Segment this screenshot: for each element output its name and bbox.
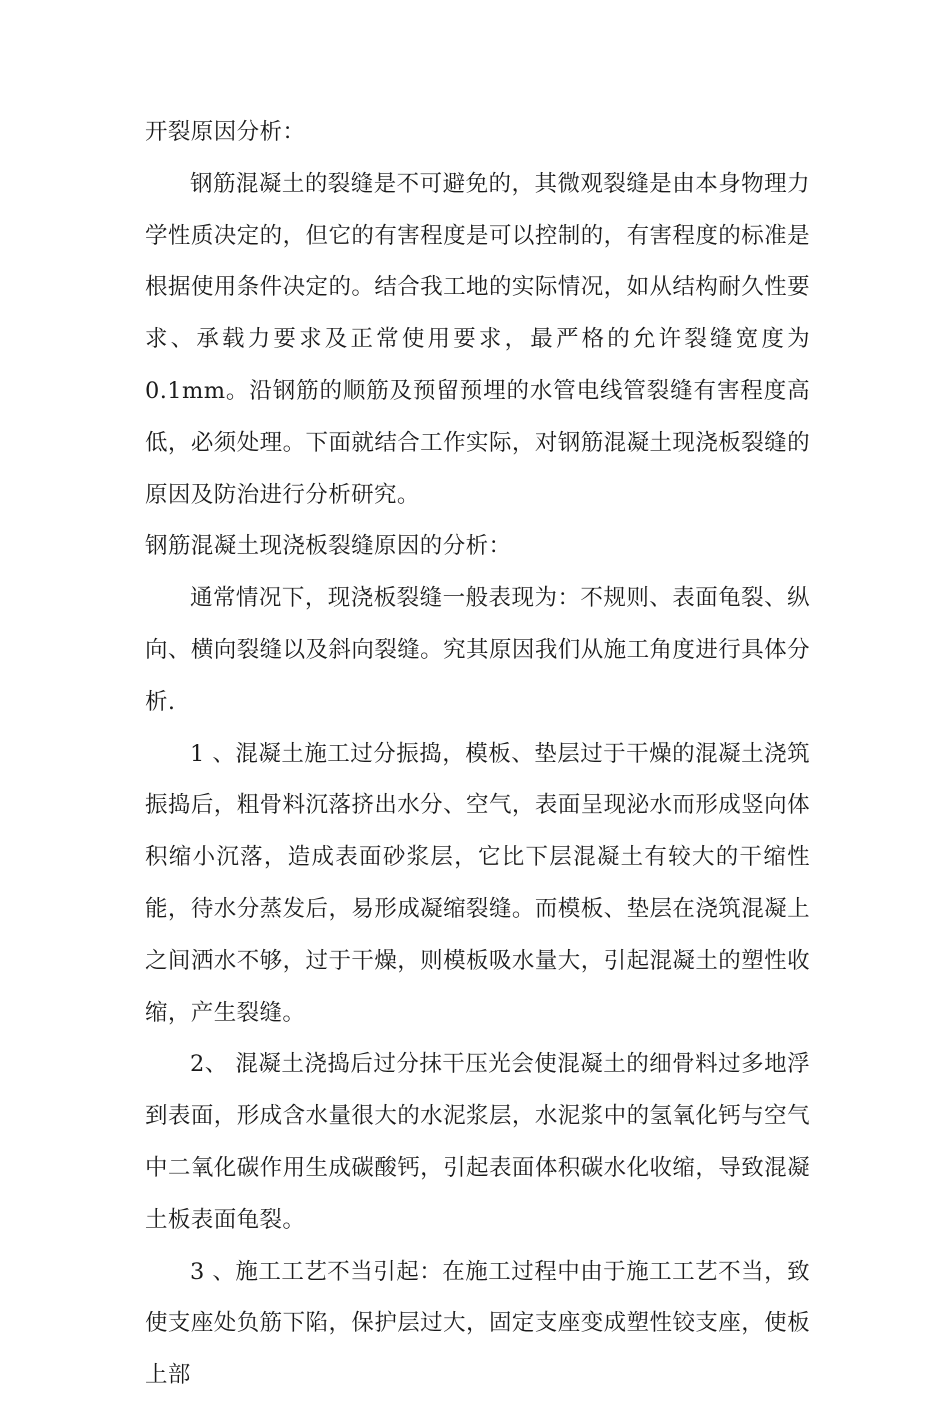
paragraph-cause-1: 1 、混凝土施工过分振捣，模板、垫层过于干燥的混凝土浇筑振捣后，粗骨料沉落挤出水分、空气，表面呈现泌水而形成竖向体积缩小沉落，造成表面砂浆层，它比下层混凝土有较大的干缩性能，待水分蒸发后，易形成凝缩裂缝。而模板、垫层在浇筑混凝上之间洒水不够，过于干燥，则模板吸水量大，引起混凝土的塑性收缩，产生裂缝。: [145, 740, 810, 1026]
paragraph-intro: 钢筋混凝土的裂缝是不可避免的，其微观裂缝是由本身物理力学性质决定的，但它的有害程度是可以控制的，有害程度的标准是根据使用条件决定的。结合我工地的实际情况，如从结构耐久性要求、承载力要求及正常使用要求，最严格的允许裂缝宽度为0.1mm。沿钢筋的顺筋及预留预埋的水管电线管裂缝有害程度高低，必须处理。下面就结合工作实际，对钢筋混凝土现浇板裂缝的原因及防治进行分析研究。: [145, 170, 810, 508]
document-body: [145, 107, 810, 1402]
section-heading-crack-causes: 开裂原因分析：: [145, 119, 306, 145]
paragraph-crack-types: 通常情况下，现浇板裂缝一般表现为：不规则、表面龟裂、纵向、横向裂缝以及斜向裂缝。究其原因我们从施工角度进行具体分析.: [145, 585, 810, 715]
paragraph-cause-3: 3 、施工工艺不当引起：在施工过程中由于施工工艺不当，致使支座处负筋下陷，保护层过大，固定支座变成塑性铰支座，使板上部: [145, 1258, 810, 1389]
section-heading-slab-crack-analysis: 钢筋混凝土现浇板裂缝原因的分析：: [145, 533, 512, 560]
paragraph-cause-2: 2、 混凝土浇捣后过分抹干压光会使混凝土的细骨料过多地浮到表面，形成含水量很大的水泥浆层，水泥浆中的氢氧化钙与空气中二氧化碳作用生成碳酸钙，引起表面体积碳水化收缩，导致混凝土板表面龟裂。: [145, 1051, 810, 1233]
